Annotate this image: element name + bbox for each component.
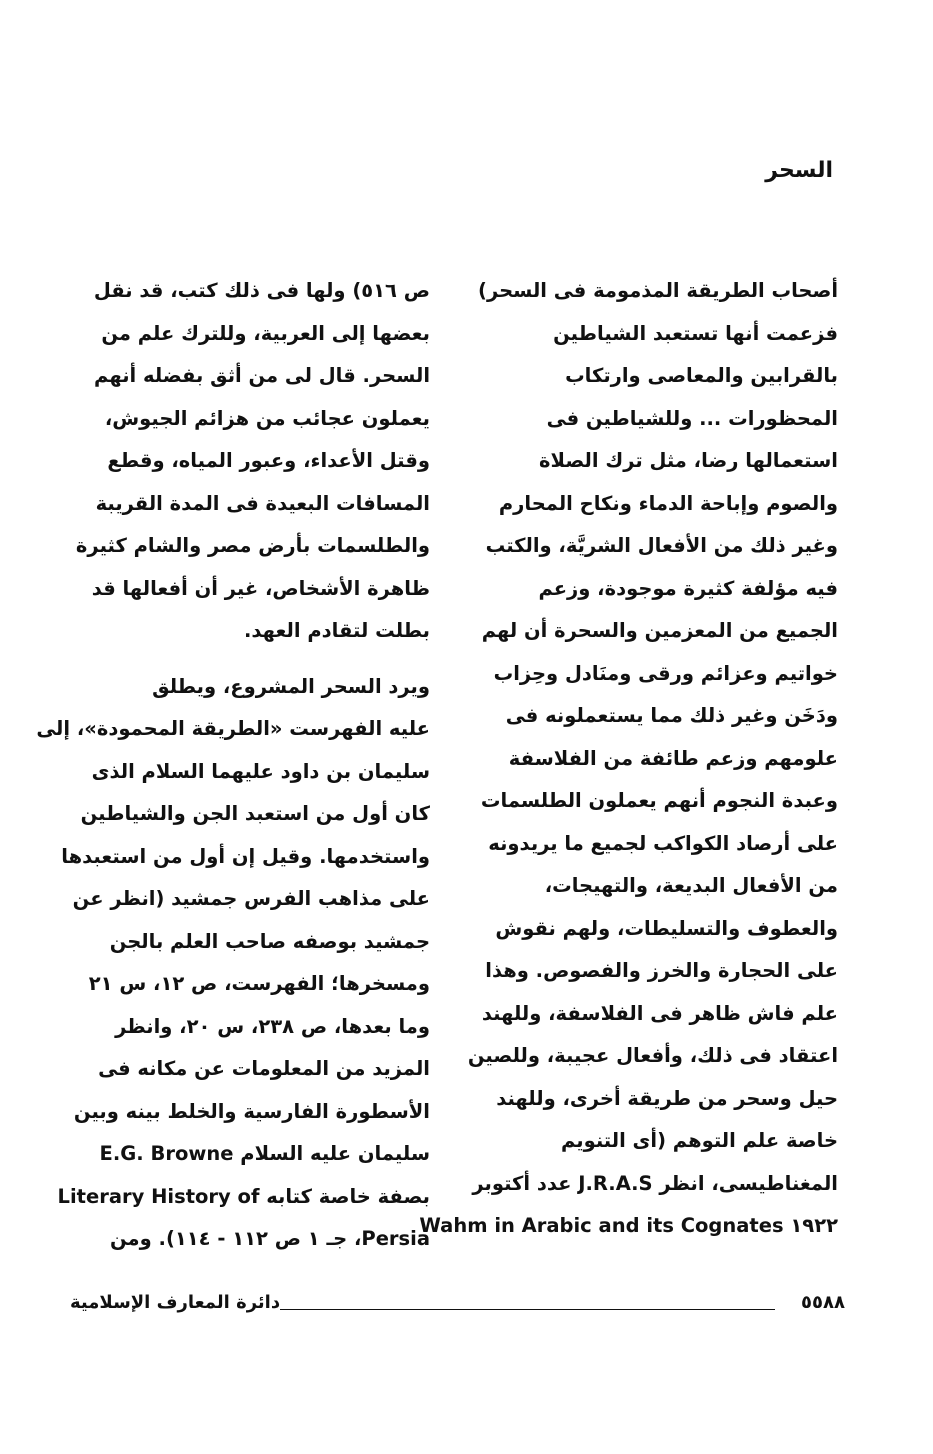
text-line: وعبدة النجوم أنهم يعملون الطلسمات	[480, 789, 838, 812]
text-line: وما بعدها، ص ٢٣٨، س ٢٠، وانظر	[115, 1014, 430, 1038]
text-line: يعملون عجائب من هزائم الجيوش،	[104, 406, 430, 430]
text-line: السحر. قال لى من أثق بفضله أنهم	[94, 364, 430, 387]
text-line: ودَخَن وغير ذلك مما يستعملونه فى	[505, 704, 838, 727]
text-line: فزعمت أنها تستعبد الشياطين	[553, 321, 838, 345]
text-line: حيل وسحر من طريقة أخرى، وللهند	[496, 1086, 838, 1110]
paragraph-gap	[70, 653, 430, 666]
right-text-column	[419, 270, 838, 1248]
text-line: المحظورات ... وللشياطين فى	[546, 406, 838, 430]
text-line: ١٩٢٢ Wahm in Arabic and its Cognates	[419, 1214, 838, 1237]
text-line: المغناطيسى، انظر J.R.A.S عدد أكتوبر	[472, 1171, 838, 1195]
text-line: من الأفعال البديعة، والتهيجات،	[544, 874, 838, 897]
text-line: علومهم وزعم طائفة من الفلاسفة	[508, 746, 838, 770]
text-line: أصحاب الطريقة المذمومة فى السحر)	[478, 279, 838, 302]
text-line: والصوم وإباحة الدماء ونكاح المحارم	[498, 491, 838, 515]
text-line: وغير ذلك من الأفعال الشريَّة، والكتب	[485, 534, 838, 557]
page-header-title: السحر	[765, 158, 833, 183]
text-line: كان أول من استعبد الجن والشياطين	[80, 802, 430, 825]
text-line: وقتل الأعداء، وعبور المياه، وقطع	[107, 449, 430, 472]
text-line: على الحجارة والخرز والفصوص. وهذا	[485, 959, 838, 982]
left-text-column	[36, 270, 430, 1261]
text-line: علم فاش ظاهر فى الفلاسفة، وللهند	[481, 1001, 838, 1025]
text-line: خواتيم وعزائم ورقى ومنَادل وحِزاب	[493, 661, 838, 685]
journal-title: دائرة المعارف الإسلامية	[70, 1292, 281, 1313]
text-line: ومسخرها؛ الفهرست، ص ١٢، س ٢١	[88, 972, 430, 995]
text-line: خاصة علم التوهم (أى التنويم	[560, 1129, 838, 1152]
footer-rule	[280, 1309, 775, 1310]
page-number: ٥٥٨٨	[801, 1292, 845, 1313]
text-line: الجميع من المعزمين والسحرة أن لهم	[481, 619, 838, 642]
text-line: بالقرابين والمعاصى وارتكاب	[565, 364, 838, 387]
text-line: عليه الفهرست «الطريقة المحمودة»، إلى	[36, 717, 430, 740]
text-line: ويرد السحر المشروع، ويطلق	[152, 674, 430, 698]
text-line: بعضها إلى العربية، وللترك علم من	[101, 321, 430, 345]
text-line: بصفة خاصة كتابه Literary History of	[57, 1184, 430, 1208]
text-line: جمشيد بوصفه صاحب العلم بالجن	[109, 929, 430, 953]
text-line: واستخدمها. وقيل إن أول من استعبدها	[61, 844, 430, 868]
text-line: استعمالها رضا، مثل ترك الصلاة	[539, 449, 838, 472]
text-line: سليمان عليه السلام E.G. Browne	[99, 1142, 430, 1165]
text-line: Persia، جـ ١ ص ١١٢ - ١١٤). ومن	[110, 1227, 430, 1250]
text-line: الأسطورة الفارسية والخلط بينه وبين	[73, 1099, 430, 1123]
text-line: على أرصاد الكواكب لجميع ما يريدونه	[488, 831, 838, 855]
text-line: اعتقاد فى ذلك، وأفعال عجيبة، وللصين	[467, 1044, 838, 1067]
text-line: فيه مؤلفة كثيرة موجودة، وزعم	[538, 576, 838, 600]
text-line: بطلت لتقادم العهد.	[244, 619, 430, 642]
text-line: المزيد من المعلومات عن مكانه فى	[98, 1057, 430, 1080]
text-line: ص ٥١٦) ولها فى ذلك كتب، قد نقل	[93, 279, 430, 302]
page-footer	[70, 1292, 845, 1322]
text-line: سليمان بن داود عليهما السلام الذى	[91, 759, 430, 783]
text-line: ظاهرة الأشخاص، غير أن أفعالها قد	[91, 576, 430, 600]
text-line: والعطوف والتسليطات، ولهم نقوش	[495, 916, 838, 940]
text-line: على مذاهب الفرس جمشيد (انظر عن	[72, 887, 430, 910]
text-line: والطلسمات بأرض مصر والشام كثيرة	[75, 534, 430, 557]
text-line: المسافات البعيدة فى المدة القريبة	[95, 491, 430, 515]
